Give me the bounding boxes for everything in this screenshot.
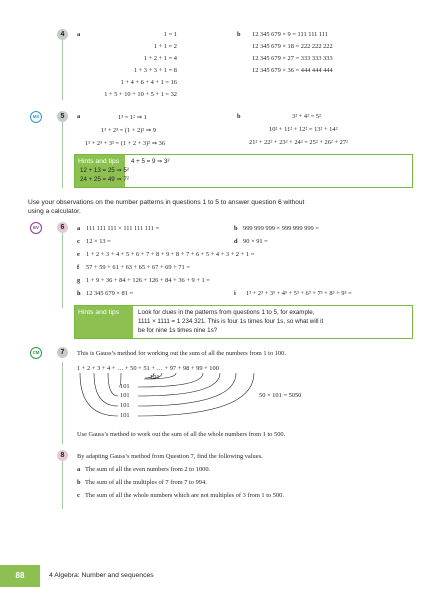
q6-item: 57 + 59 + 61 + 63 + 65 + 67 + 69 + 71 = <box>86 264 190 271</box>
hints-box-2 <box>74 305 413 339</box>
q7-followup: Use Gauss’s method to work out the sum of all the whole numbers from 1 to 500. <box>77 431 286 438</box>
question-5-bar <box>62 122 63 188</box>
q5-a-line: 1³ + 2³ = (1 + 2)² ⇒ 9 <box>101 127 156 134</box>
q8-label: a <box>77 466 81 473</box>
q6-item: 90 × 91 = <box>243 238 268 245</box>
q6-label: h <box>77 290 81 297</box>
q4-b-line: 12 345 679 × 27 = 333 333 333 <box>252 55 333 62</box>
q5-b-line: 3² + 4² = 5² <box>292 113 321 120</box>
ms-tag: MS <box>30 111 42 123</box>
q5-b-line: 10² + 11² + 12² = 13² + 14² <box>269 126 338 133</box>
pair-sum: 101 <box>120 383 130 390</box>
pair-sum: 101 <box>120 392 130 399</box>
gauss-result: 50 × 101 = 5050 <box>259 392 302 399</box>
intro-line: Use your observations on the number patterns in questions 1 to 5 to answer question 6 without <box>28 199 305 206</box>
q4-a-line: 1 + 4 + 6 + 4 + 1 = 16 <box>120 79 177 86</box>
question-6-bar <box>62 230 63 308</box>
q5-b-label: b <box>237 113 241 120</box>
question-5-number: 5 <box>57 111 68 122</box>
hint-line: Look for clues in the patterns from questions 1 to 5, for example, <box>138 309 315 316</box>
q4-b-line: 12 345 679 × 9 = 111 111 111 <box>252 31 329 38</box>
chapter-title: 4 Algebra: Number and sequences <box>49 572 154 579</box>
q5-a-label: a <box>77 113 81 120</box>
q6-label: d <box>234 238 238 245</box>
hint-line: 4 + 5 = 9 ⇒ 3² <box>131 158 170 165</box>
q6-label: a <box>77 225 81 232</box>
question-7-number: 7 <box>57 347 68 358</box>
pair-sum: 101 <box>120 412 130 419</box>
question-4-number: 4 <box>57 29 68 40</box>
gauss-pairing-diagram <box>0 370 430 450</box>
question-8-bar <box>62 461 63 509</box>
q4-a-line: 1 + 1 = 2 <box>153 43 177 50</box>
q4-a-line: 1 + 2 + 1 = 4 <box>143 55 177 62</box>
q4-b-line: 12 345 679 × 36 = 444 444 444 <box>252 67 333 74</box>
q6-label: i <box>234 290 236 297</box>
q4-a-label: a <box>77 31 81 38</box>
page-number: 88 <box>0 565 40 587</box>
hint-line: 1111 × 1111 = 1 234 321. This is four 1s times four 1s, so what will it <box>138 318 324 325</box>
q8-label: b <box>77 479 81 486</box>
q6-item: 111 111 111 × 111 111 111 = <box>86 225 160 232</box>
q4-a-line: 1 + 5 + 10 + 10 + 5 + 1 = 32 <box>104 91 177 98</box>
q7-text: This is Gauss’s method for working out the sum of all the numbers from 1 to 100. <box>77 350 286 357</box>
q4-a-line: 1 = 1 <box>163 31 177 38</box>
pair-sum: 101 <box>120 402 130 409</box>
hint-line: 24 + 25 = 49 ⇒ 7² <box>80 176 129 183</box>
q5-a-line: 1³ + 2³ + 3³ = (1 + 2 + 3)² ⇒ 36 <box>85 140 166 147</box>
question-8-number: 8 <box>57 450 68 461</box>
hints-heading: Hints and tips <box>75 306 133 338</box>
hint-line: 12 + 13 = 25 ⇒ 5² <box>80 167 129 174</box>
q5-b-line: 21² + 22² + 23² + 24² = 25² + 26² + 27² <box>249 139 348 146</box>
gauss-series: 1 + 2 + 3 + 4 + … + 50 + 51 + … + 97 + 98 + 99 + 100 <box>77 365 219 372</box>
question-6-number: 6 <box>57 222 68 233</box>
q6-item: 1³ + 2³ + 3³ + 4³ + 5³ + 6³ + 7³ + 8³ + 9³ = <box>246 290 352 297</box>
q6-label: c <box>77 238 80 245</box>
q8-item: The sum of all the multiples of 7 from 7 to 994. <box>85 479 207 486</box>
q8-item: The sum of all the whole numbers which are not multiples of 3 from 1 to 500. <box>85 492 284 499</box>
q6-label: b <box>234 225 238 232</box>
ev-tag: EV <box>30 222 42 234</box>
q6-item: 1 + 9 + 36 + 84 + 126 + 126 + 84 + 36 + 9 + 1 = <box>86 277 210 284</box>
q6-item: 1 + 2 + 3 + 4 + 5 + 6 + 7 + 8 + 9 + 8 + 7 + 6 + 5 + 4 + 3 + 2 + 1 = <box>86 251 255 258</box>
intro-line: using a calculator. <box>28 208 81 215</box>
q6-label: g <box>77 277 81 284</box>
question-4-bar <box>62 38 63 100</box>
q8-text: By adapting Gauss’s method from Question 7, find the following values. <box>77 453 263 460</box>
q8-item: The sum of all the even numbers from 2 to 1000. <box>85 466 211 473</box>
pair-sum: 101 <box>150 374 160 381</box>
q8-label: c <box>77 492 80 499</box>
q6-label: e <box>77 251 80 258</box>
q5-a-line: 1³ = 1² ⇒ 1 <box>118 114 147 121</box>
q6-item: 999 999 999 × 999 999 999 = <box>243 225 319 232</box>
hint-line: be for nine 1s times nine 1s? <box>138 327 218 334</box>
q6-item: 12 × 13 = <box>86 238 111 245</box>
cm-tag: CM <box>30 347 42 359</box>
q4-b-label: b <box>237 31 241 38</box>
q6-item: 12 345 679 × 81 = <box>86 290 134 297</box>
q4-a-line: 1 + 3 + 3 + 1 = 8 <box>133 67 177 74</box>
hints-box-1 <box>74 154 413 188</box>
q6-label: f <box>77 264 80 271</box>
hints-heading: Hints and tips <box>75 155 125 187</box>
q4-b-line: 12 345 679 × 18 = 222 222 222 <box>252 43 333 50</box>
